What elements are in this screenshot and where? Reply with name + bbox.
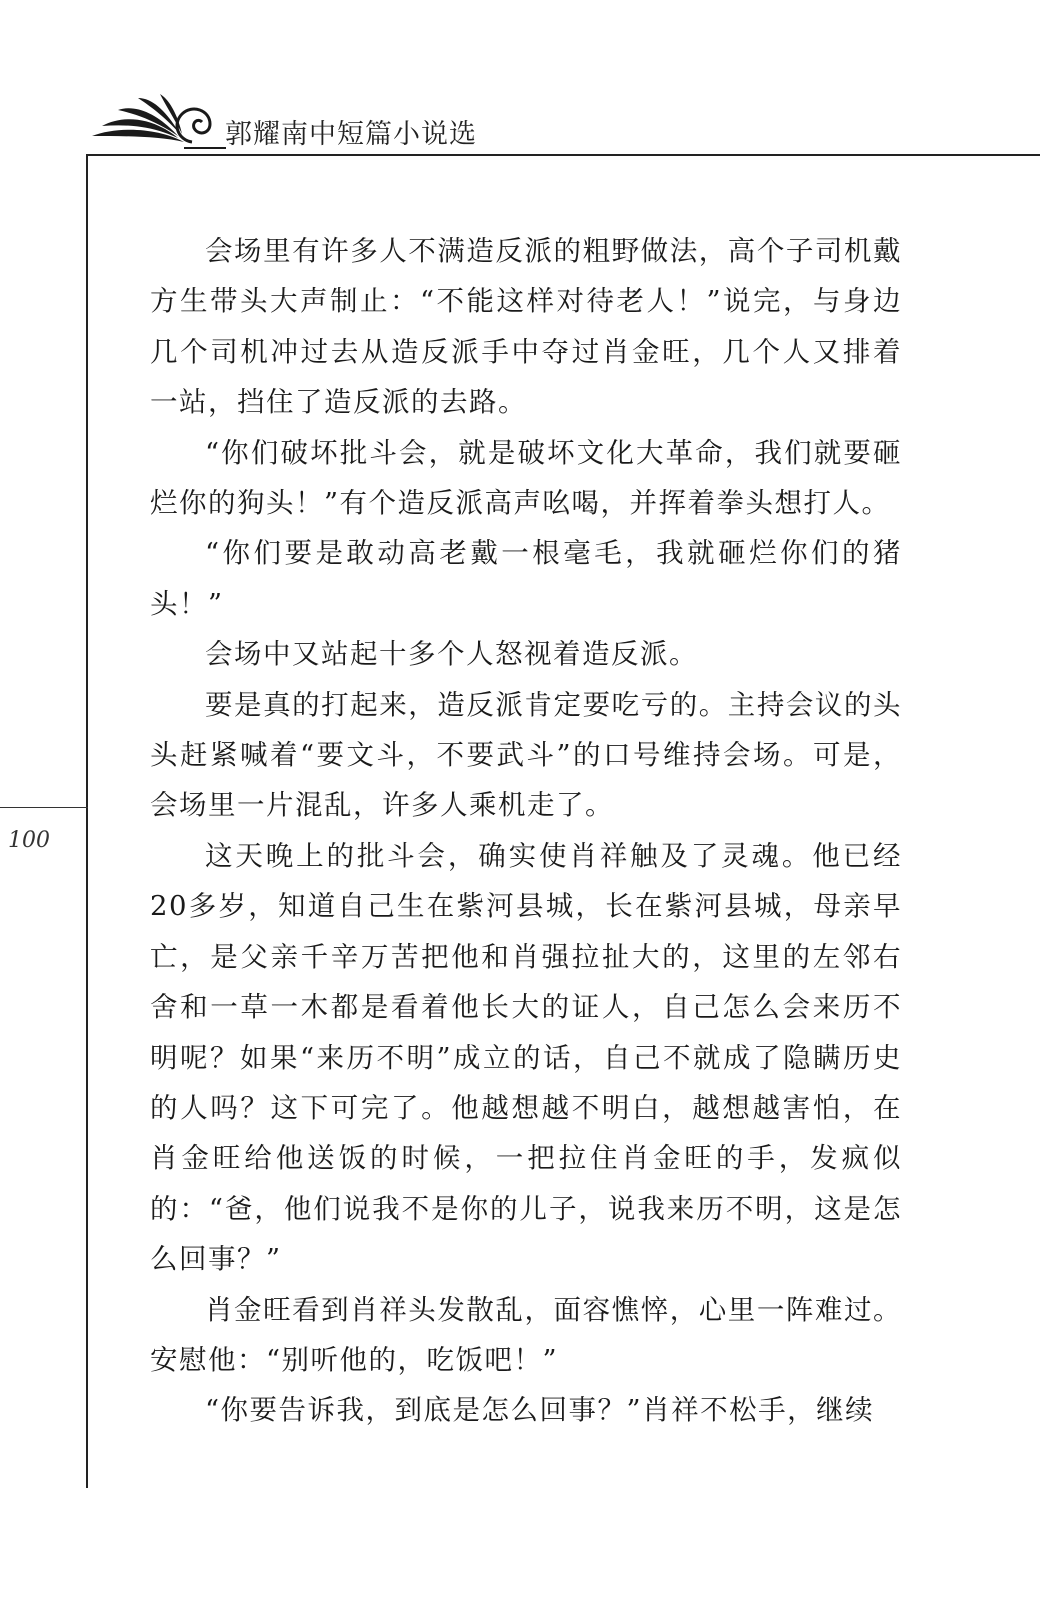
left-margin-rule [86, 154, 88, 1488]
book-title: 郭耀南中短篇小说选 [225, 119, 477, 150]
page-number-rule [0, 807, 88, 808]
paragraph: 肖金旺看到肖祥头发散乱，面容憔悴，心里一阵难过。安慰他：“别听他的，吃饭吧！” [150, 1293, 902, 1376]
paragraph: 会场里有许多人不满造反派的粗野做法，高个子司机戴方生带头大声制止：“不能这样对待老人！”说完，与身边几个司机冲过去从造反派手中夺过肖金旺，几个人又排着一站，挡住了造反派的去路。 [150, 235, 902, 419]
paragraph: “你们破坏批斗会，就是破坏文化大革命，我们就要砸烂你的狗头！”有个造反派高声吆喝，并挥着拳头想打人。 [150, 436, 902, 520]
paragraph: “你们要是敢动高老戴一根毫毛，我就砸烂你们的猪头！” [150, 537, 902, 620]
paragraph: 这天晚上的批斗会，确实使肖祥触及了灵魂。他已经20多岁，知道自己生在紫河县城，长在紫河县城，母亲早亡，是父亲千辛万苦把他和肖强拉扯大的，这里的左邻右舍和一草一木都是看着他长大的证人，自己怎么会来历不明呢？如果“来历不明”成立的话，自己不就成了隐瞒历史的人吗？这下可完了。他越想越不明白，越想越害怕，在肖金旺给他送饭的时候，一把拉住肖金旺的手，发疯似的：“爸，他们说我不是你的儿子，说我来历不明，这是怎么回事？” [150, 839, 902, 1276]
paragraph: 会场中又站起十多个人怒视着造反派。 [205, 638, 698, 671]
page-number: 100 [8, 828, 50, 853]
paragraph: 要是真的打起来，造反派肯定要吃亏的。主持会议的头头赶紧喊着“要文斗，不要武斗”的口号维持会场。可是，会场里一片混乱，许多人乘机走了。 [150, 688, 902, 822]
body-text [150, 226, 902, 1436]
paragraph: “你要告诉我，到底是怎么回事？”肖祥不松手，继续 [205, 1394, 875, 1427]
header-rule [88, 154, 1040, 156]
header-ornament-icon [88, 92, 228, 162]
